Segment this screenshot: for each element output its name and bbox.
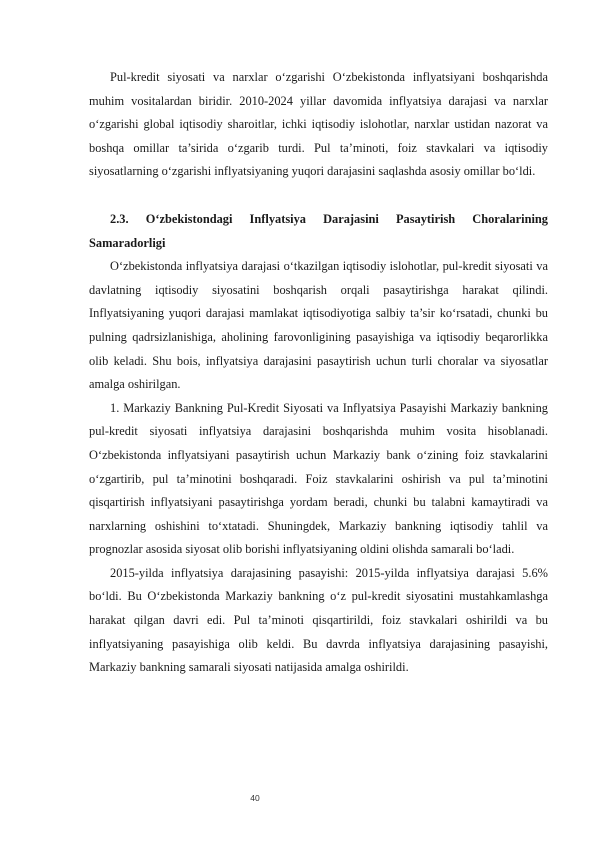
page-number: 40 <box>250 793 260 803</box>
document-page <box>89 66 548 680</box>
paragraph-intro: Pul-kredit siyosati va narxlar o‘zgarishi O‘zbekistonda inflyatsiyani boshqarishda muhim vositalardan biridir. 2010-2024 yillar davomida inflyatsiya darajasi va narxlar o‘zgarishi global iqtisodiy sharoitlar, ichki iqtisodiy islohotlar, narxlar ustidan nazorat va boshqa omillar ta’sirida o‘zgarib turdi. Pul ta’minoti, foiz stavkalari va iqtisodiy siyosatlarning o‘zgarishi inflyatsiyaning yuqori darajasini saqlashda asosiy omillar bo‘ldi. <box>89 70 548 179</box>
section-heading: 2.3. O‘zbekistondagi Inflyatsiya Darajasini Pasaytirish Choralarining Samaradorligi <box>89 211 548 250</box>
paragraph-section-intro: O‘zbekistonda inflyatsiya darajasi o‘tkazilgan iqtisodiy islohotlar, pul-kredit siyosati va davlatning iqtisodiy siyosatini boshqarish orqali pasaytirishga harakat qilindi. Inflyatsiyaning yuqori darajasi mamlakat iqtisodiyotiga salbiy ta’sir ko‘rsatadi, chunki bu pulning qadrsizlanishiga, aholining farovonligining pasayishiga va iqtisodiy beqarorlikka olib keladi. Shu bois, inflyatsiya darajasini pasaytirish uchun turli choralar va siyosatlar amalga oshirilgan. <box>89 259 548 392</box>
paragraph-2015: 2015-yilda inflyatsiya darajasining pasayishi: 2015-yilda inflyatsiya darajasi 5.6% bo‘ldi. Bu O‘zbekistonda Markaziy bankning o‘z pul-kredit siyosatini mustahkamlashga harakat qilgan davri edi. Pul ta’minoti qisqartirildi, foiz stavkalari oshirildi va bu inflyatsiyaning pasayishiga olib keldi. Bu davrda inflyatsiya darajasining pasayishi, Markaziy bankning samarali siyosati natijasida amalga oshirildi. <box>89 565 548 675</box>
paragraph-spacer <box>89 184 548 208</box>
paragraph-central-bank: 1. Markaziy Bankning Pul-Kredit Siyosati va Inflyatsiya Pasayishi Markaziy bankning pul-kredit siyosati inflyatsiya darajasini boshqarishda muhim vosita hisoblanadi. O‘zbekistonda inflyatsiyani pasaytirish uchun Markaziy bank o‘zining foiz stavkalarini o‘zgartirib, pul ta’minotini boshqaradi. Foiz stavkalarini oshirish va pul ta’minotini qisqartirish inflyatsiyani pasaytirishga yordam beradi, chunki bu talabni kamaytiradi va narxlarning oshishini to‘xtatadi. Shuningdek, Markaziy bankning iqtisodiy tahlil va prognozlar asosida siyosat olib borishi inflyatsiyaning oldini olishda samarali bo‘ladi. <box>89 400 548 557</box>
